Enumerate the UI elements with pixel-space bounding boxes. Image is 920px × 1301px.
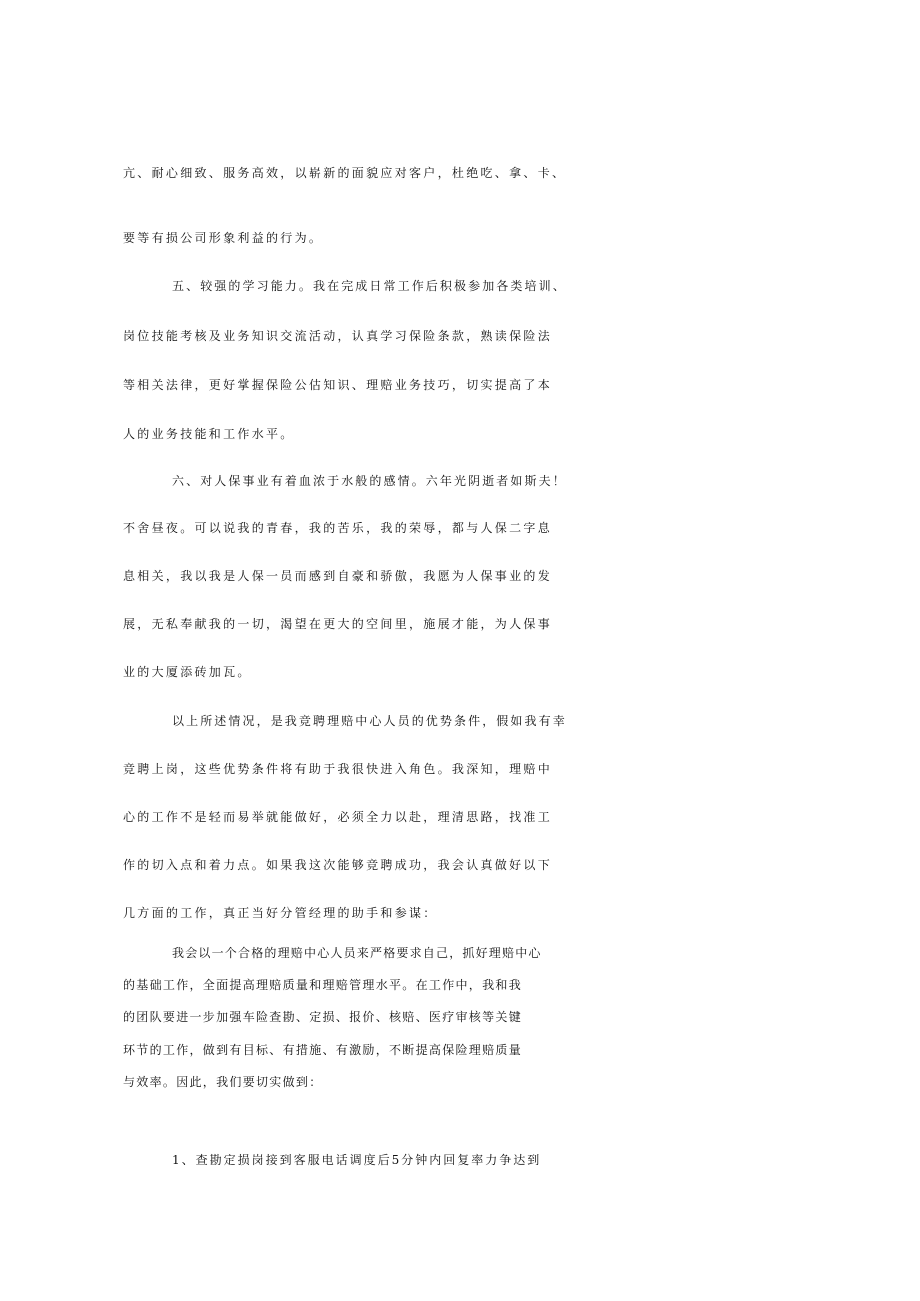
text-line: 六、对人保事业有着血浓于水般的感情。六年光阴逝者如斯夫！ — [172, 474, 567, 488]
text-line: 要等有损公司形象利益的行为。 — [123, 231, 324, 245]
text-line: 的团队要进一步加强车险查勘、定损、报价、核赔、医疗审核等关键 — [123, 1010, 523, 1024]
text-line: 以上所述情况，是我竞聘理赔中心人员的优势条件，假如我有幸 — [172, 714, 567, 728]
text-line: 我会以一个合格的理赔中心人员来严格要求自己，抓好理赔中心 — [172, 946, 542, 960]
text-line: 展，无私奉献我的一切，渴望在更大的空间里，施展才能，为人保事 — [123, 617, 553, 631]
text-line: 作的切入点和着力点。如果我这次能够竞聘成功，我会认真做好以下 — [123, 858, 553, 872]
text-line: 心的工作不是轻而易举就能做好，必须全力以赴，理清思路，找准工 — [123, 810, 553, 824]
text-line: 亢、耐心细致、服务高效，以崭新的面貌应对客户，杜绝吃、拿、卡、 — [123, 166, 567, 180]
text-line: 1、查勘定损岗接到客服电话调度后5分钟内回复率力争达到 — [172, 1153, 542, 1167]
text-line: 岗位技能考核及业务知识交流活动，认真学习保险条款，熟读保险法 — [123, 329, 553, 343]
text-line: 业的大厦添砖加瓦。 — [123, 665, 252, 679]
text-line: 人的业务技能和工作水平。 — [123, 427, 295, 441]
text-line: 环节的工作，做到有目标、有措施、有激励，不断提高保险理赔质量 — [123, 1043, 523, 1057]
text-line: 与效率。因此，我们要切实做到： — [123, 1075, 323, 1089]
text-line: 的基础工作，全面提高理赔质量和理赔管理水平。在工作中，我和我 — [123, 978, 523, 992]
text-line: 五、较强的学习能力。我在完成日常工作后积极参加各类培训、 — [172, 279, 567, 293]
text-line: 息相关，我以我是人保一员而感到自豪和骄傲，我愿为人保事业的发 — [123, 569, 553, 583]
text-line: 竞聘上岗，这些优势条件将有助于我很快进入角色。我深知，理赔中 — [123, 762, 553, 776]
text-line: 几方面的工作，真正当好分管经理的助手和参谋： — [123, 906, 438, 920]
text-line: 不舍昼夜。可以说我的青春，我的苦乐，我的荣辱，都与人保二字息 — [123, 521, 553, 535]
text-line: 等相关法律，更好掌握保险公估知识、理赔业务技巧，切实提高了本 — [123, 378, 553, 392]
